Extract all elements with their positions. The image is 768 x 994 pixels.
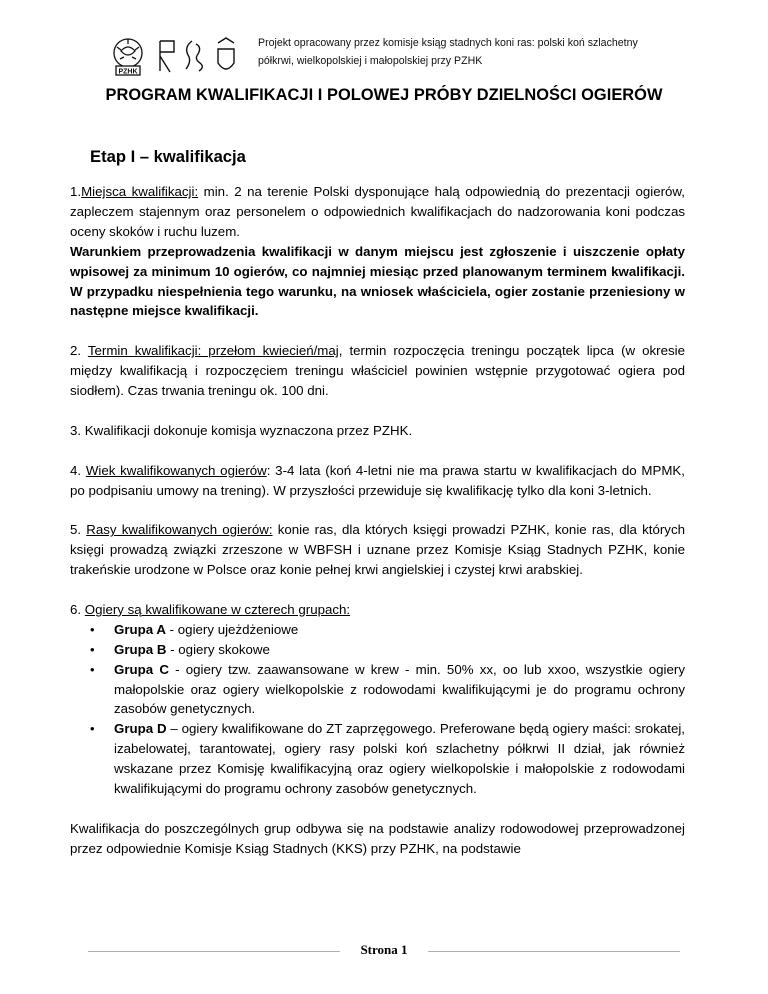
group-list (70, 620, 685, 799)
section-1 (70, 182, 685, 242)
horse-head-icon-2 (186, 41, 202, 71)
section-6 (70, 600, 685, 620)
page-footer (88, 942, 680, 966)
logo-text: PZHK (118, 68, 138, 76)
section-2 (70, 341, 685, 401)
list-item (114, 640, 685, 660)
stage-title: Etap I – kwalifikacja (90, 147, 246, 166)
document-body (70, 182, 685, 859)
section-text: : 3-4 lata (koń 4-letni nie ma prawa startu w kwalifikacjach do MPMK, po podpisaniu umowy na trening). W przyszłości przewiduje się kwalifikację tylko dla koni 3-letnich. (70, 462, 685, 498)
horse-head-icon-1 (160, 41, 174, 72)
group-name: Grupa A (114, 621, 166, 637)
section-number: 6. (70, 601, 85, 617)
group-text: - ogiery skokowe (166, 641, 270, 657)
group-name: Grupa D (114, 721, 167, 737)
section-4 (70, 461, 685, 501)
section-text: min. 2 na terenie Polski dysponujące halą odpowiednią do prezentacji ogierów, zapleczem stajennym oraz personelem o odpowiednich kwalifikacjach do nadzorowania koni podczas oceny skoków i ruchu luzem. (70, 184, 685, 239)
section-label: Ogiery są kwalifikowane w czterech grupach: (84, 601, 351, 617)
section-3: 3. Kwalifikacji dokonuje komisja wyznaczona przez PZHK. (70, 422, 413, 438)
header-text (258, 35, 698, 70)
group-text: – ogiery kwalifikowane do ZT zaprzęgowego. Preferowane będą ogiery maści: srokatej, izabelowatej, tarantowatej, ogiery rasy polski koń szlachetny półkrwi II dział, jak również wskazane przez Komisję kwalifikacyjną oraz ogiery wielkopolskie i małopolskie z rodowodami kwalifikującymi do programu ochrony zasobów genetycznych. (114, 721, 685, 797)
section-text: konie ras, dla których księgi prowadzi PZHK, konie ras, dla których księgi prowadzą związki zrzeszone w WBFSH i uznane przez Komisje Ksiąg Stadnych PZHK, konie trakeńskie urodzone w Polsce oraz konie pełnej krwi angielskiej i czystej krwi arabskiej. (70, 522, 685, 578)
section-label: Rasy kwalifikowanych ogierów: (86, 522, 273, 538)
group-name: Grupa B (114, 641, 167, 657)
footer-divider-right (428, 951, 680, 952)
closing-paragraph: Kwalifikacja do poszczególnych grup odbywa się na podstawie analizy rodowodowej przeprowadzonej przez odpowiednie Komisje Ksiąg Stadnych (KKS) przy PZHK, na podstawie (70, 820, 685, 856)
section-number: 4. (70, 462, 86, 478)
section-1-requirement: Warunkiem przeprowadzenia kwalifikacji w danym miejscu jest zgłoszenie i uiszczenie opłaty wpisowej za minimum 10 ogierów, co najmniej miesiąc przed planowanym terminem kwalifikacji. W przypadku niespełnienia tego warunku, na wniosek właściciela, ogier zostanie przeniesiony w następne miejsce kwalifikacji. (70, 243, 685, 319)
section-number: 1. (70, 184, 82, 199)
group-name: Grupa C (114, 661, 169, 677)
logos (108, 35, 243, 79)
header-line-2: półkrwi, wielkopolskiej i małopolskiej przy PZHK (258, 54, 483, 67)
shield-icon (218, 38, 234, 69)
list-item (114, 620, 685, 640)
section-number: 2. (70, 343, 88, 359)
section-label: Termin kwalifikacji: przełom kwiecień/maj (87, 343, 339, 359)
list-item (114, 719, 685, 799)
section-number: 5. (70, 522, 87, 538)
document-title: PROGRAM KWALIFIKACJI I POLOWEJ PRÓBY DZIELNOŚCI OGIERÓW (105, 86, 663, 104)
section-text: , termin rozpoczęcia treningu początek lipca (w okresie między kwalifikacją i rozpoczęciem treningu właściciel powinien wstępnie przygotować ogiera pod siodłem). Czas trwania treningu ok. 100 dni. (70, 343, 685, 399)
section-5 (70, 520, 685, 580)
group-text: - ogiery tzw. zaawansowane w krew - min. 50% xx, oo lub xxoo, wszystkie ogiery małopolskie oraz ogiery wielkopolskie z rodowodami kwalifikującymi je do programu ochrony zasobów genetycznych. (114, 661, 685, 717)
section-label: Miejsca kwalifikacji: (81, 184, 199, 199)
page-number: Strona 1 (360, 942, 408, 957)
group-text: - ogiery ujeżdżeniowe (165, 621, 299, 637)
page-header (108, 33, 708, 79)
section-label: Wiek kwalifikowanych ogierów (85, 462, 267, 478)
list-item (114, 660, 685, 720)
header-line-1: Projekt opracowany przez komisje ksiąg stadnych koni ras: polski koń szlachetny (258, 37, 638, 49)
